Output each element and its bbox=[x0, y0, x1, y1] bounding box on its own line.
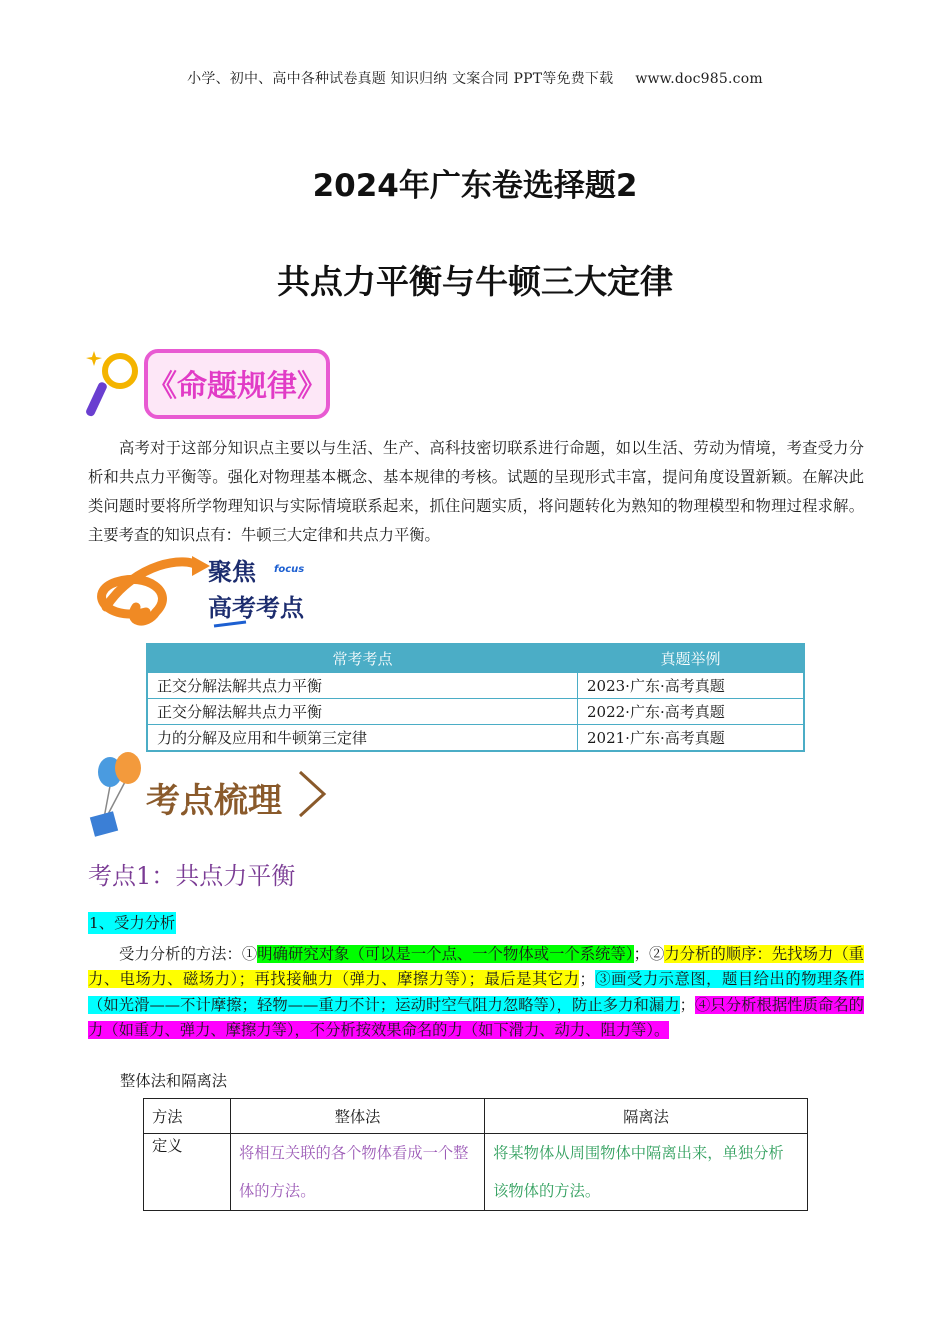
table-header: 真题举例 bbox=[578, 644, 805, 673]
intro-paragraph: 高考对于这部分知识点主要以与生活、生产、高科技密切联系进行命题，如以生活、劳动为情境，考查受力分析和共点力平衡等。强化对物理基本概念、基本规律的考核。试题的呈现形式丰富，提问角度设置新颖。在解决此类问题时要将所学物理知识与实际情境联系起来，抓住问题实质，将问题转化为熟知的物理模型和物理过程求解。主要考查的知识点有：牛顿三大定律和共点力平衡。 bbox=[88, 439, 864, 544]
main-title: 2024年广东卷选择题2 bbox=[312, 168, 638, 204]
focus-line2: 高考考点 bbox=[208, 594, 304, 622]
separator: ； bbox=[579, 970, 595, 989]
table-header: 常考考点 bbox=[147, 644, 578, 673]
table-row bbox=[147, 699, 804, 725]
table-header: 隔离法 bbox=[485, 1099, 808, 1134]
highlight-yellow: 力分析的顺序：先找场力（重力、电场力、磁场力）；再找接触力（弹力、摩擦力等）；最后是其它力 bbox=[88, 945, 864, 989]
table-header-row bbox=[144, 1099, 808, 1134]
swirl-arrow-icon bbox=[102, 556, 210, 621]
force-analysis-paragraph bbox=[88, 942, 864, 1044]
table-header: 方法 bbox=[144, 1099, 231, 1134]
highlight-magenta: ④只分析根据性质命名的力（如重力、弹力、摩擦力等），不分析按效果命名的力（如下滑力、动力、阻力等）。 bbox=[88, 995, 864, 1040]
row-label: 定义 bbox=[144, 1134, 231, 1211]
separator: ； bbox=[679, 995, 695, 1014]
highlight-green: 明确研究对象（可以是一个点、一个物体或一个系统等） bbox=[257, 945, 634, 963]
focus-line1: 聚焦 bbox=[208, 558, 256, 586]
magnifier-icon bbox=[86, 351, 135, 417]
rule-badge-label: 《命题规律》 bbox=[147, 369, 327, 404]
table-cell: 正交分解法解共点力平衡 bbox=[147, 673, 578, 699]
table-cell: 2021·广东·高考真题 bbox=[578, 725, 805, 752]
table-cell: 2023·广东·高考真题 bbox=[578, 673, 805, 699]
highlight-cyan: ③画受力示意图，题目给出的物理条件（如光滑——不计摩擦；轻物——重力不计；运动时空气阻力忽略等），防止多力和漏力 bbox=[88, 970, 864, 1014]
method-prefix: 受力分析的方法：① bbox=[119, 945, 258, 963]
balloons-icon bbox=[90, 752, 141, 837]
table-header: 整体法 bbox=[231, 1099, 485, 1134]
focus-badge bbox=[86, 552, 336, 636]
table-caption: 整体法和隔离法 bbox=[120, 1072, 228, 1090]
subsection-title: 1、受力分析 bbox=[89, 914, 176, 932]
table-row bbox=[147, 673, 804, 699]
table-row bbox=[144, 1134, 808, 1211]
separator: ；② bbox=[633, 945, 665, 963]
header-url[interactable]: www.doc985.com bbox=[635, 71, 763, 87]
rule-badge bbox=[86, 345, 336, 425]
review-badge-label: 考点梳理 bbox=[146, 781, 282, 821]
section-title: 考点1：共点力平衡 bbox=[88, 862, 296, 890]
table-cell: 力的分解及应用和牛顿第三定律 bbox=[147, 725, 578, 752]
table-cell: 2022·广东·高考真题 bbox=[578, 699, 805, 725]
table-row bbox=[147, 725, 804, 752]
table-header-row bbox=[147, 644, 804, 673]
method-comparison-table bbox=[143, 1098, 808, 1211]
focus-tag: focus bbox=[274, 564, 305, 575]
page-header bbox=[0, 68, 950, 88]
whole-method-definition: 将相互关联的各个物体看成一个整体的方法。 bbox=[231, 1134, 485, 1211]
key-points-table bbox=[146, 643, 805, 752]
header-text: 小学、初中、高中各种试卷真题 知识归纳 文案合同 PPT等免费下载 bbox=[187, 71, 614, 87]
sub-title: 共点力平衡与牛顿三大定律 bbox=[277, 262, 673, 301]
isolation-method-definition: 将某物体从周围物体中隔离出来，单独分析该物体的方法。 bbox=[485, 1134, 808, 1211]
table-cell: 正交分解法解共点力平衡 bbox=[147, 699, 578, 725]
review-badge bbox=[86, 752, 336, 838]
